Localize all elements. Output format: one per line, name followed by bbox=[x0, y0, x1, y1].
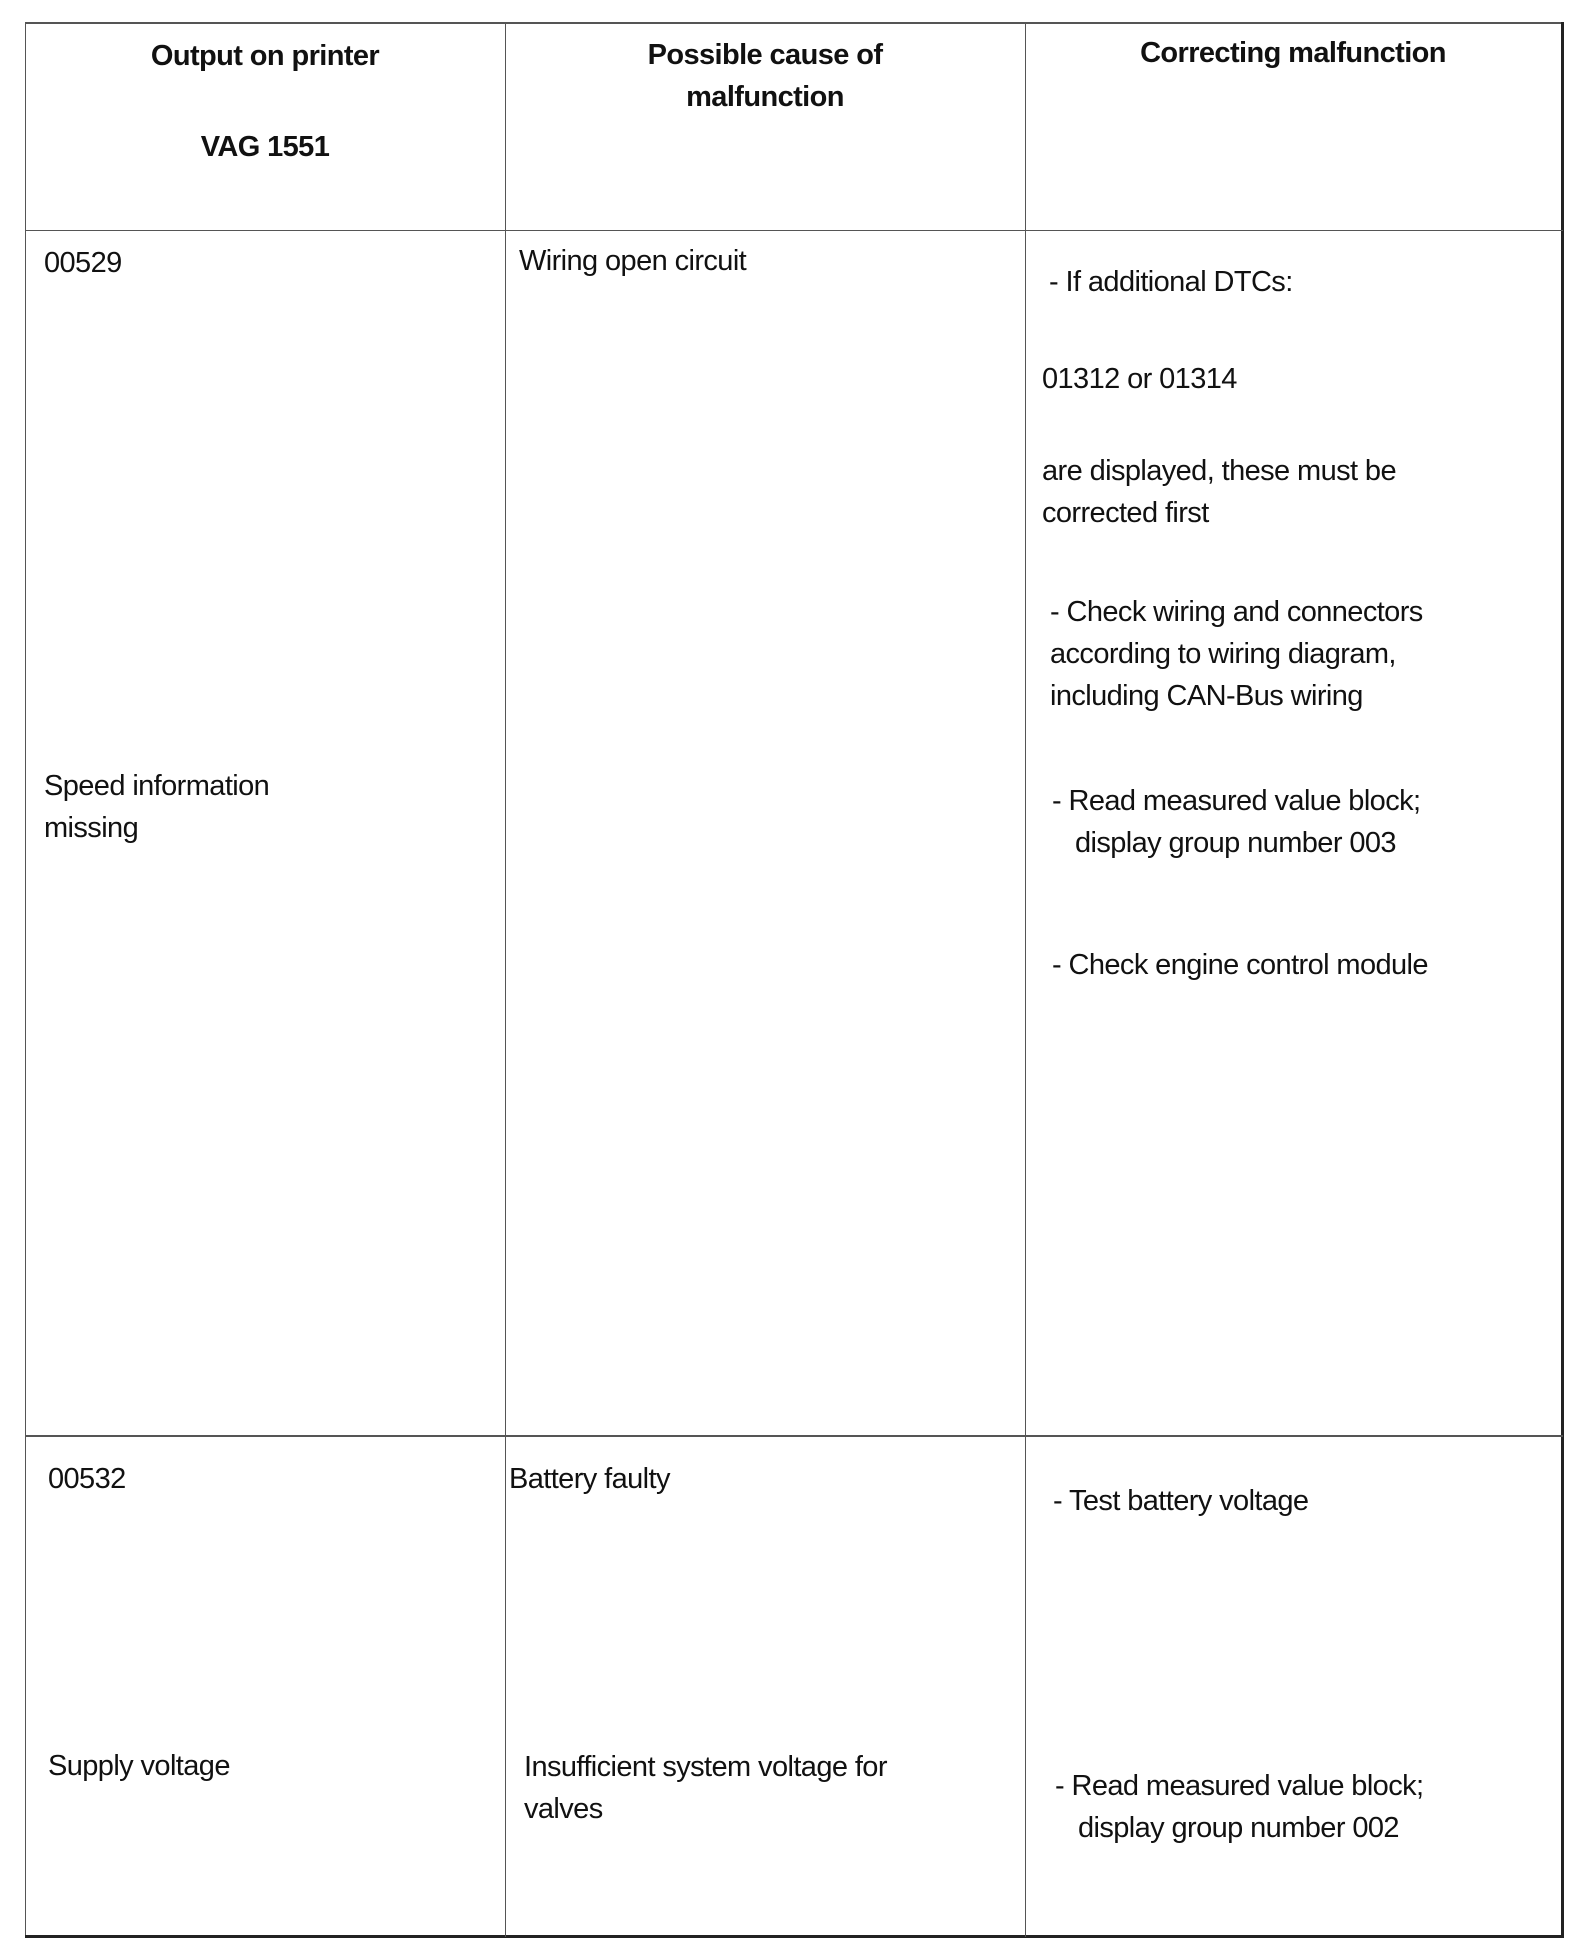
row1-fix-e2: display group number 003 bbox=[1075, 827, 1396, 859]
row1-fix-e1: - Read measured value block; bbox=[1052, 785, 1421, 817]
row1-fix-a: - If additional DTCs: bbox=[1049, 266, 1293, 298]
row2-cause-a: Battery faulty bbox=[509, 1463, 670, 1495]
row1-fix-d2: according to wiring diagram, bbox=[1050, 638, 1396, 670]
row2-fix-b2: display group number 002 bbox=[1078, 1812, 1399, 1844]
header-divider bbox=[25, 230, 1563, 231]
row1-code: 00529 bbox=[44, 247, 122, 279]
row1-fix-d1: - Check wiring and connectors bbox=[1050, 596, 1423, 628]
row1-fix-c2: corrected first bbox=[1042, 497, 1209, 529]
row2-cause-b2: valves bbox=[524, 1793, 603, 1825]
row-divider bbox=[25, 1435, 1563, 1437]
row1-cause: Wiring open circuit bbox=[519, 245, 747, 277]
header-correcting-malfunction: Correcting malfunction bbox=[1140, 37, 1446, 69]
column-divider-1 bbox=[505, 22, 506, 1937]
row1-fix-f: - Check engine control module bbox=[1052, 949, 1428, 981]
table-border-bottom bbox=[25, 1935, 1564, 1938]
row1-fix-c1: are displayed, these must be bbox=[1042, 455, 1396, 487]
table-border-top bbox=[25, 22, 1563, 24]
row2-text: Supply voltage bbox=[48, 1750, 230, 1782]
table-border-left bbox=[25, 22, 26, 1937]
row2-code: 00532 bbox=[48, 1463, 126, 1495]
header-vag-1551: VAG 1551 bbox=[200, 131, 330, 163]
row1-fix-d3: including CAN-Bus wiring bbox=[1050, 680, 1363, 712]
row1-text: Speed information bbox=[44, 770, 270, 802]
row2-fix-a: - Test battery voltage bbox=[1053, 1485, 1309, 1517]
header-possible-cause-2: malfunction bbox=[686, 81, 844, 113]
header-possible-cause: Possible cause of bbox=[647, 39, 883, 71]
table-border-right bbox=[1561, 22, 1564, 1937]
row2-fix-b1: - Read measured value block; bbox=[1055, 1770, 1424, 1802]
column-divider-2 bbox=[1025, 22, 1026, 1937]
row1-fix-b: 01312 or 01314 bbox=[1042, 363, 1237, 395]
row2-cause-b1: Insufficient system voltage for bbox=[524, 1751, 887, 1783]
row1-text-2: missing bbox=[44, 812, 139, 844]
header-output-on-printer: Output on printer bbox=[150, 40, 380, 72]
